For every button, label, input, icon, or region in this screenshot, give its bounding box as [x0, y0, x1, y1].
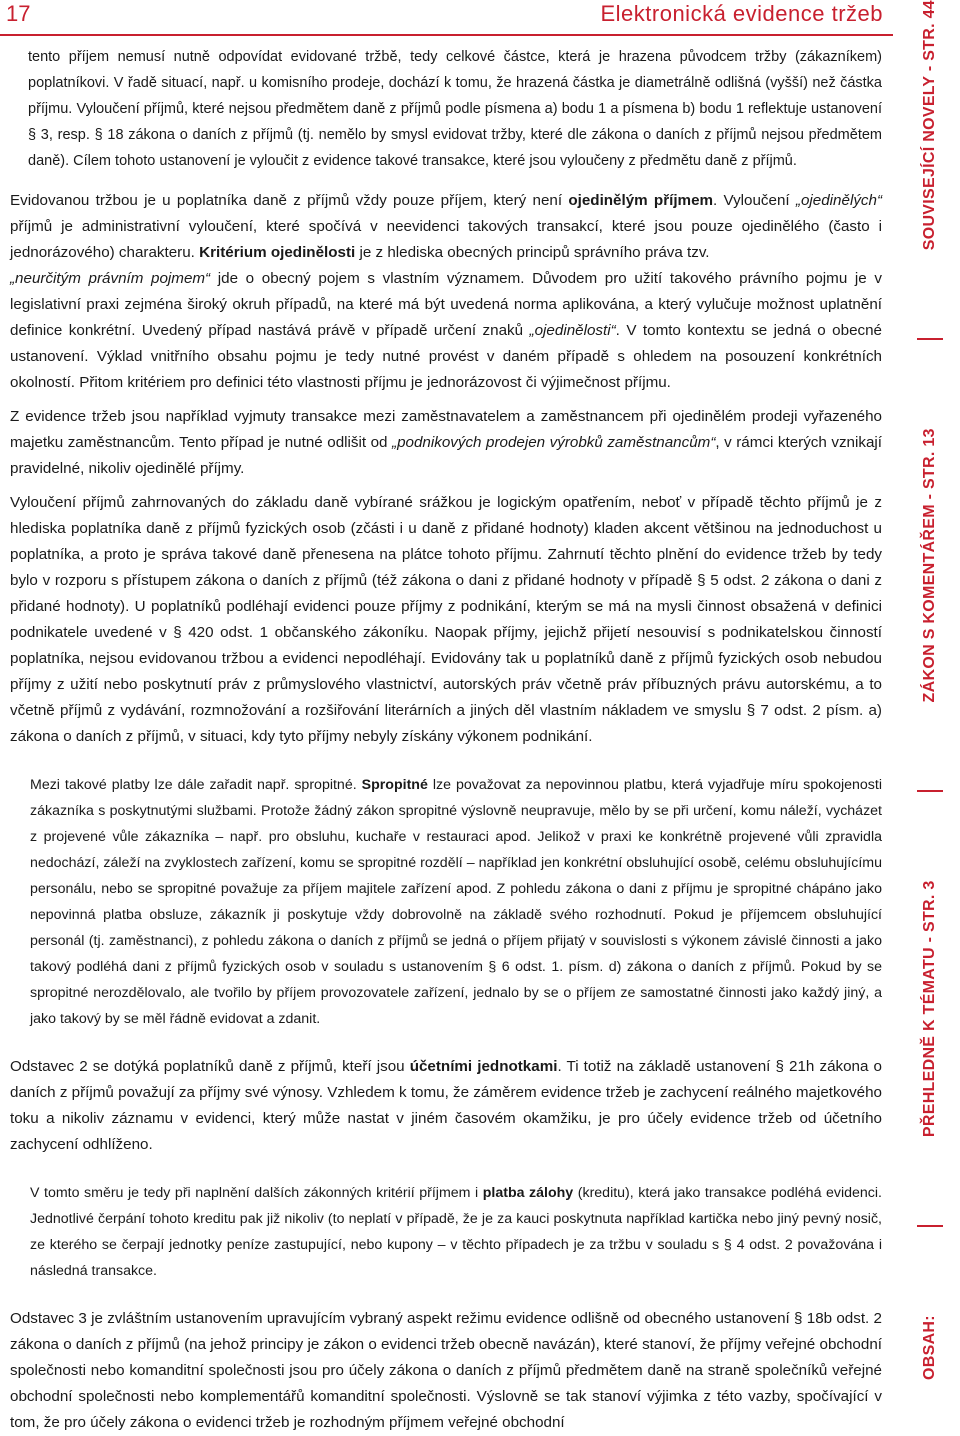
text-run: příjmů je administrativní vyloučení, které spočívá v neevidenci takových transakcí, které jsou pouze ojedinělého (často i jednorázového) charakteru. [10, 218, 882, 261]
text-run: Odstavec 2 se dotýká poplatníků daně z příjmů, kteří jsou [10, 1058, 410, 1075]
sidebar-label: OBSAH: [921, 1315, 938, 1380]
bold-term: účetními jednotkami [409, 1058, 558, 1075]
paragraph-platba-zalohy [10, 1180, 882, 1284]
italic-term: „podnikových prodejen výrobků zaměstnancům“ [392, 434, 716, 451]
text-run: jde o obecný pojem s vlastním významem. Důvodem pro užití takového právního pojmu je v legislativní praxi zejména široký okruh případů, na které má být uvedená norma aplikována, a který vylučuje možnost uplatnění definice konkrétní. Uvedený případ nastává právě v případě určení znaků [10, 270, 882, 339]
page-number: 17 [6, 1, 31, 26]
text-run: (kreditu), která jako transakce podléhá evidenci. Jednotlivé čerpání tohoto kreditu pak již nikoliv (to neplatí v případě, že je za kauci poskytnuta například kartička nebo jiný pevný nosič, ze kterého se čerpají jednotky peníze zastupující, nebo kupony – v těchto případech je za tržbu v souladu s § 4 odst. 2 považována i následná transakce. [30, 1185, 882, 1279]
paragraph-spropitne [10, 772, 882, 1032]
italic-term: „neurčitým právním pojmem“ [10, 270, 211, 287]
sidebar-divider [917, 1225, 943, 1227]
sidebar-divider [917, 790, 943, 792]
paragraph-intro: tento příjem nemusí nutně odpovídat evidované tržbě, tedy celkové částce, která je hrazena původcem tržby (zákazníkem) poplatníkovi. V řadě situací, např. u komisního prodeje, dochází k tomu, že hrazená částka je diametrálně odlišná (vyšší) než částka příjmu. Vyloučení příjmů, které nejsou předmětem daně z příjmů podle písmena a) bodu 1 a písmena b) bodu 1 reflektuje ustanovení § 3, resp. § 18 zákona o daních z příjmů (tj. nemělo by smysl evidovat tržby, které dle zákona o daních z příjmů nejsou předmětem daně). Cílem tohoto ustanovení je vyloučit z evidence takové transakce, které jsou vyloučeny z předmětu daně z příjmů. [28, 49, 882, 169]
page-header [0, 0, 893, 36]
text-run: Z evidence tržeb jsou například vyjmuty transakce mezi zaměstnavatelem a zaměstnancem při ojedinělém prodeji vyřazeného majetku zaměstnancům. Tento případ je nutné odlišit od [10, 408, 882, 451]
italic-term: „ojedinělých“ [795, 192, 883, 209]
bold-term: ojedinělým příjmem [568, 192, 714, 209]
paragraph-srazkova-dan: Vyloučení příjmů zahrnovaných do základu daně vybírané srážkou je logickým opatřením, neboť v případě těchto příjmů je z hlediska poplatníka daně z příjmů fyzických osob (zčásti i u daně z přidané hodnoty) kladen akcent většinou na jednoduchost u poplatníka, a proto je správa takové daně přenesena na plátce tohoto příjmu. Zahrnutí těchto plnění do evidence tržeb by tedy bylo v rozporu s přístupem zákona o daních z příjmů (též zákona o dani z přidané hodnoty v případě § 5 odst. 2 zákona o dani z přidané hodnoty). U poplatníků podléhají evidenci pouze příjmy z podnikání, kterým se má na mysli činnost obsažená v definici podnikatele uvedené v § 420 odst. 1 občanského zákoníku. Naopak příjmy, jejichž přijetí nesouvisí s podnikatelskou činností poplatníka, nejsou evidovanou tržbou a evidenci nepodléhají. Evidovány tak u poplatníků daně z příjmů fyzických osob nebudou příjmy z užití nebo poskytnutí práv z průmyslového vlastnictví, autorských práv včetně práv příbuzných právu autorskému, a to včetně příjmů z vydávání, rozmnožování a rozšiřování literárních a jiných děl vlastním nákladem ve smyslu § 7 odst. 2 písm. a) zákona o daních z příjmů, v situaci, kdy tyto příjmy nebyly získány výkonem podnikání. [10, 494, 882, 745]
text-run: . Ti totiž na základě ustanovení § 21h zákona o daních z příjmů považují za příjmy své výnosy. Vzhledem k tomu, že záměrem evidence tržeb je zachycení reálného majetkového toku a nikoliv záznamu v evidenci, který může nastat v jiném časovém okamžiku, je pro účely evidence tržeb od účetního zachycení odhlíženo. [10, 1058, 882, 1153]
bold-term: Spropitné [361, 777, 428, 793]
page-body [10, 44, 882, 1436]
italic-term: „ojedinělosti“ [529, 322, 616, 339]
bold-term: platba zálohy [482, 1185, 574, 1201]
paragraph-odstavec-3: Odstavec 3 je zvláštním ustanovením upravujícím vybraný aspekt režimu evidence odlišně od obecného ustanovení § 18b odst. 2 zákona o daních z příjmů (na jehož principy je zákon o evidenci tržeb obecně navázán), které stanoví, že příjmy veřejné obchodní společnosti nebo komanditní společnosti jsou pro účely zákona o daních z příjmů předmětem daně na straně společníků veřejné obchodní společnosti nebo komplementářů komanditní společnosti. Výslovně se tak stanoví výjimka z této vazby, spočívající v tom, že pro účely zákona o evidenci tržeb je rozhodným příjmem veřejné obchodní [10, 1310, 882, 1431]
text-run: . V tomto kontextu se jedná o obecné ustanovení. Výklad vnitřního obsahu pojmu je tedy nutné provést v daném případě s ohledem na posouzení konkrétních okolností. Přitom kritériem pro definici této vlastnosti příjmu je jednorázovost či výjimečnost příjmu. [10, 322, 883, 391]
text-run: Mezi takové platby lze dále zařadit např. spropitné. [30, 777, 362, 793]
sidebar-link-law-commentary[interactable]: ZÁKON S KOMENTÁŘEM - STR. 13 [921, 428, 938, 703]
paragraph-neurcity-pojem [10, 266, 882, 396]
paragraph-vyjimky [10, 404, 882, 482]
text-run: Evidovanou tržbou je u poplatníka daně z příjmů vždy pouze příjem, který není [10, 192, 569, 209]
running-title: Elektronická evidence tržeb [600, 1, 883, 26]
text-run: lze považovat za nepovinnou platbu, která vyjadřuje míru spokojenosti zákazníka s poskytnutými službami. Protože žádný zákon spropitné výslovně neupravuje, mělo by se při určení, komu náleží, vycházet z projevené vůle zákazníka – např. pro obsluhu, kuchaře v restauraci apod. Jelikož v praxi ke konkrétně projevené vůli zpravidla nedochází, záleží na zvyklostech zařízení, komu se spropitné rozdělí – například jen konkrétní obsluhující osobě, celému obsluhujícímu personálu, nebo se spropitné považuje za příjem majitele zařízení apod. Z pohledu zákona o dani z příjmu je spropitné chápáno jako nepovinná platba obsluze, zákazník ji poskytuje vždy dobrovolně na základě svého rozhodnutí. Pokud je příjemcem obsluhující personál (tj. zaměstnanci), z pohledu zákona o daních z příjmů se jedná o příjem přijatý v souvislosti s výkonem závislé činnosti a jako takový podléhá dani z příjmů fyzických osob v souladu s ustanovením § 6 odst. 1. písm. d) zákona o daních z příjmů. Pokud by se spropitné nerozdělovalo, ale tvořilo by příjem provozovatele zařízení, jednalo by se o příjem ze samostatné činnosti jako každý jiný, a jako takový by se měl řádně evidovat a zdanit. [30, 777, 882, 1027]
text-run: je z hlediska obecných principů správního práva tzv. [355, 244, 710, 261]
sidebar-rotated-strip [917, 0, 943, 1380]
text-run: . Vyloučení [713, 192, 796, 209]
text-run: V tomto směru je tedy při naplnění dalších zákonných kritérií příjmem i [30, 1185, 483, 1201]
contents-sidebar [900, 0, 960, 1417]
bold-term: Kritérium ojedinělosti [199, 244, 356, 261]
paragraph-odstavec-2 [10, 1054, 882, 1158]
sidebar-link-related-amendments[interactable]: SOUVISEJÍCÍ NOVELY - STR. 44 [921, 0, 938, 251]
sidebar-divider [917, 338, 943, 340]
text-run: , v rámci kterých vznikají pravidelné, nikoliv ojedinělé příjmy. [10, 434, 882, 477]
paragraph-evidovana-trzba [10, 188, 882, 266]
sidebar-link-overview[interactable]: PŘEHLEDNĚ K TÉMATU - STR. 3 [921, 880, 938, 1138]
